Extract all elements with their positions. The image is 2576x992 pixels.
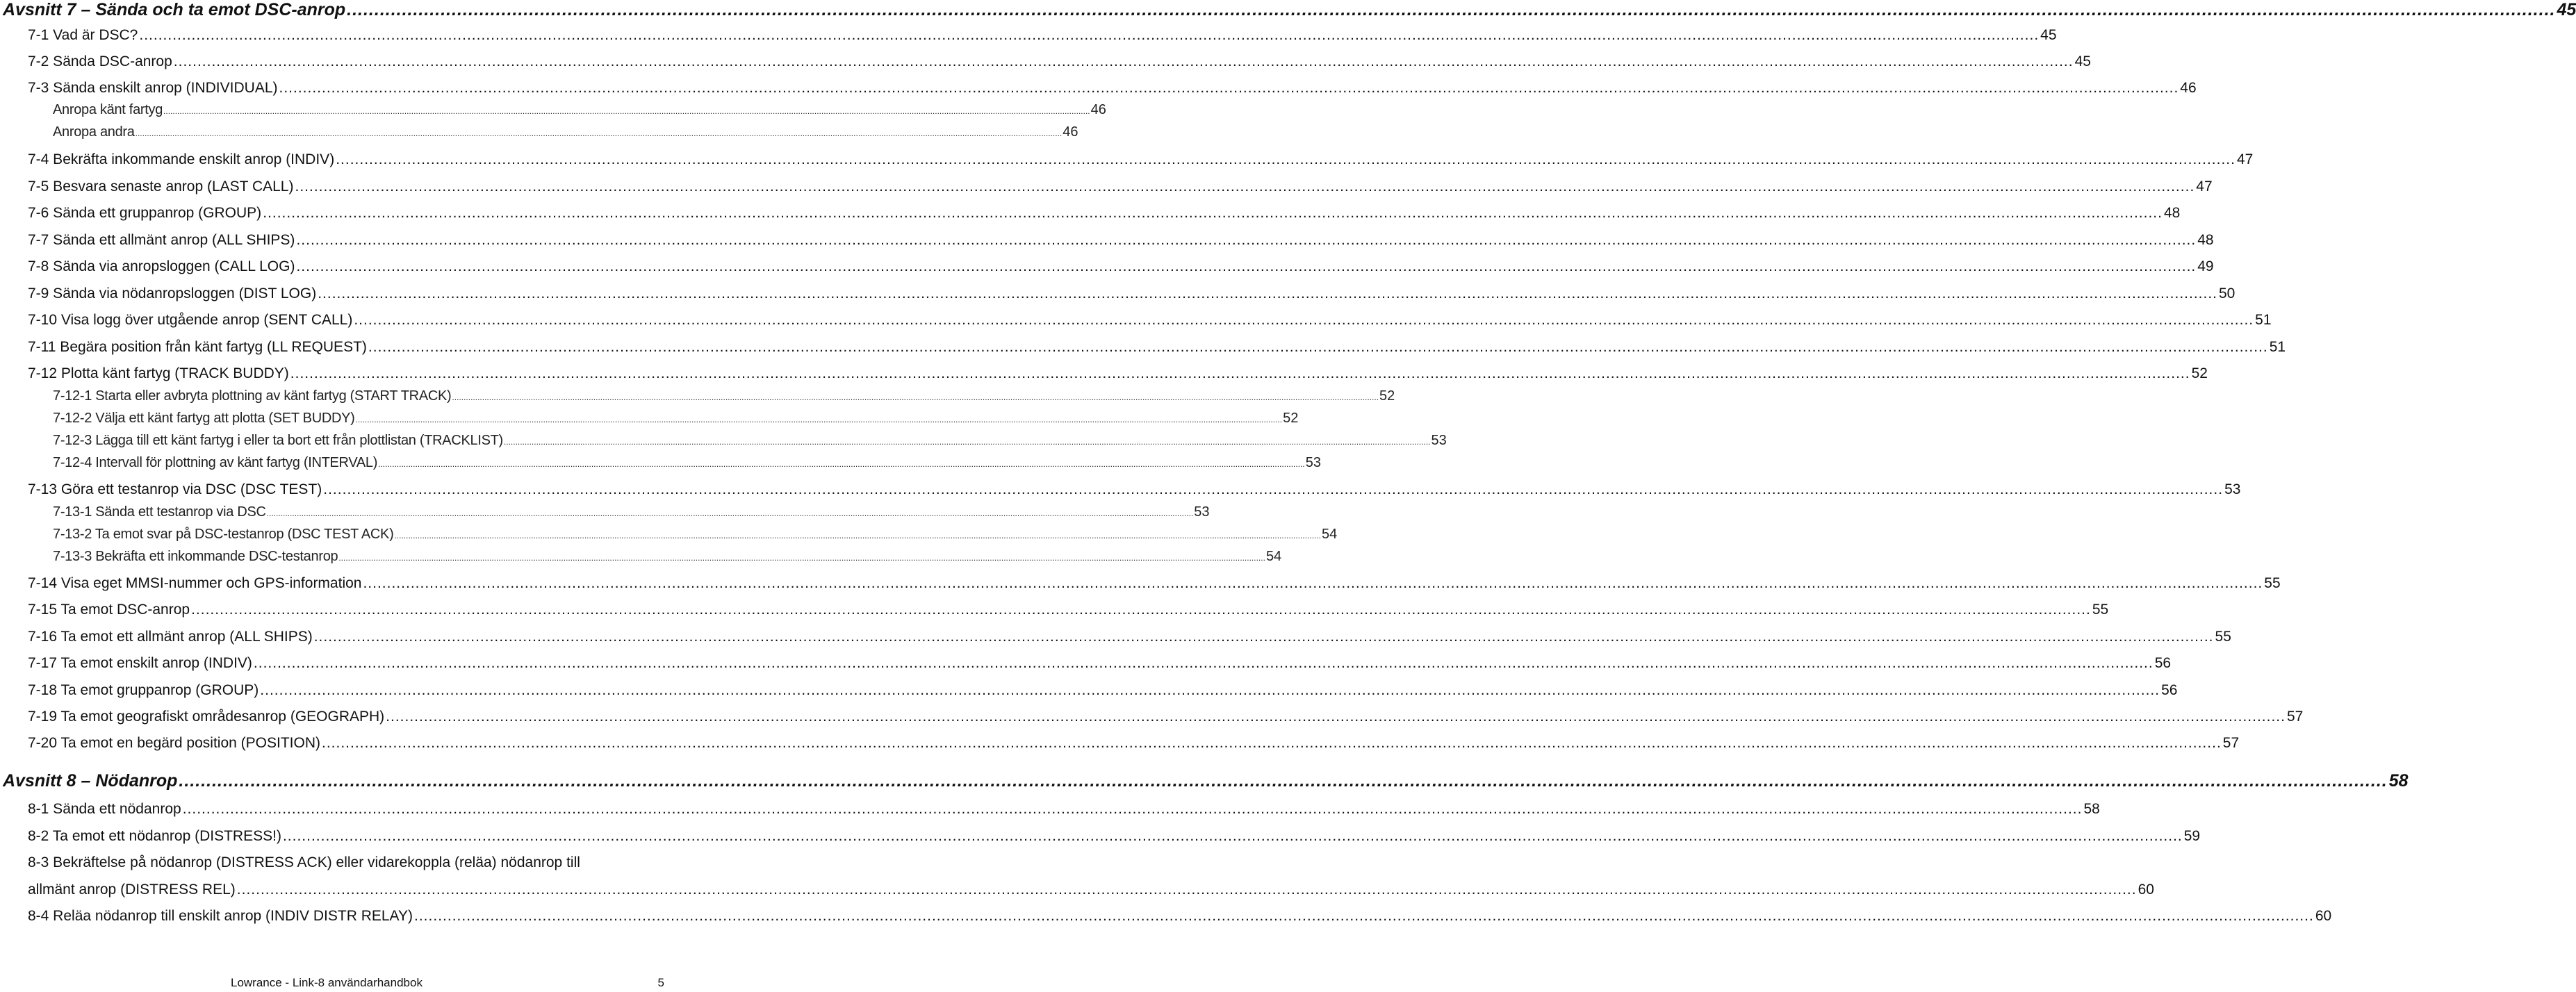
toc-page-number: 46: [1090, 102, 1106, 117]
toc-entry-title: Anropa känt fartyg: [53, 102, 163, 117]
toc-entry-title: 8-3 Bekräftelse på nödanrop (DISTRESS ACK) eller vidarekoppla (reläa) nödanrop till: [28, 854, 580, 870]
toc-page-number: 52: [2191, 365, 2208, 381]
toc-page-number: 58: [2083, 801, 2100, 817]
toc-entry: [28, 709, 2304, 725]
toc-page-number: 53: [1305, 455, 1321, 470]
toc-entry: [28, 53, 2091, 70]
toc-entry: [28, 801, 2100, 818]
toc-entry-title: 7-9 Sända via nödanropsloggen (DIST LOG): [28, 286, 317, 301]
toc-entry: [28, 735, 2240, 752]
toc-entry-title: 7-1 Vad är DSC?: [28, 27, 138, 43]
toc-entry: [28, 286, 2235, 302]
toc-page-number: 50: [2219, 286, 2235, 301]
toc-entry-title: 7-14 Visa eget MMSI-nummer och GPS-information: [28, 575, 362, 591]
toc-entry-title: 8-1 Sända ett nödanrop: [28, 801, 181, 817]
toc-entry: [28, 602, 2109, 618]
toc-entry-title: 7-2 Sända DSC-anrop: [28, 53, 172, 69]
toc-page-number: 47: [2196, 179, 2213, 195]
toc-leader-dots: ................................................................................................................................................................................................................................................................................................................................................................................................................: [313, 629, 2214, 645]
toc-subentry: [53, 433, 1447, 449]
toc-section-heading: [3, 0, 2576, 20]
toc-leader-dots: ................................................................................................................................................................................................................................................................................................................................................................................................................: [173, 53, 2074, 69]
toc-entry-title: 7-13 Göra ett testanrop via DSC (DSC TEST): [28, 481, 322, 497]
toc-section-heading: [3, 771, 2409, 791]
toc-entry-title: 7-10 Visa logg över utgående anrop (SENT CALL): [28, 312, 353, 328]
toc-entry-title: 7-15 Ta emot DSC-anrop: [28, 602, 190, 618]
toc-entry: [28, 828, 2201, 845]
toc-entry: [28, 27, 2057, 44]
footer-manual-title: Lowrance - Link-8 användarhandbok: [231, 976, 423, 989]
toc-leader-dots: ................................................................................................................................................................................................................................................................................................................................................................................................................: [338, 553, 1265, 563]
toc-entry-title: 7-13-3 Bekräfta ett inkommande DSC-testanrop: [53, 549, 338, 564]
toc-leader-dots: ................................................................................................................................................................................................................................................................................................................................................................................................................: [279, 80, 2179, 96]
toc-page-number: 53: [1431, 433, 1447, 448]
toc-entry: [28, 682, 2178, 699]
toc-leader-dots: ................................................................................................................................................................................................................................................................................................................................................................................................................: [414, 908, 2314, 924]
toc-leader-dots: ................................................................................................................................................................................................................................................................................................................................................................................................................: [394, 531, 1322, 540]
toc-leader-dots: ................................................................................................................................................................................................................................................................................................................................................................................................................: [266, 509, 1194, 518]
toc-leader-dots: ................................................................................................................................................................................................................................................................................................................................................................................................................: [296, 258, 2197, 274]
toc-subentry: [53, 411, 1299, 427]
toc-page-number: 52: [1283, 411, 1299, 426]
toc-page-number: 56: [2154, 655, 2172, 671]
toc-page-number: 52: [1379, 388, 1395, 404]
toc-page-number: 55: [2092, 602, 2109, 618]
toc-entry: [28, 655, 2172, 672]
toc-entry-title: 7-8 Sända via anropsloggen (CALL LOG): [28, 258, 295, 274]
toc-page-number: 57: [2222, 735, 2240, 751]
toc-leader-dots: ................................................................................................................................................................................................................................................................................................................................................................................................................: [347, 0, 2556, 19]
toc-entry: [28, 232, 2214, 249]
toc-entry-title: 7-11 Begära position från känt fartyg (LL REQUEST): [28, 339, 367, 355]
toc-page-number: 59: [2183, 828, 2201, 844]
toc-entry: [28, 80, 2197, 97]
toc-entry-title: 7-12-4 Intervall för plottning av känt fartyg (INTERVAL): [53, 455, 378, 470]
toc-entry: [28, 339, 2286, 356]
toc-leader-dots: ................................................................................................................................................................................................................................................................................................................................................................................................................: [295, 179, 2195, 195]
toc-subentry: [53, 124, 1078, 140]
toc-page-number: 56: [2161, 682, 2178, 698]
toc-entry-title: 7-13-2 Ta emot svar på DSC-testanrop (DSC TEST ACK): [53, 527, 394, 542]
toc-page-number: 51: [2269, 339, 2286, 355]
toc-leader-dots: ................................................................................................................................................................................................................................................................................................................................................................................................................: [336, 151, 2235, 167]
toc-entry-title: 7-20 Ta emot en begärd position (POSITION): [28, 735, 320, 751]
toc-entry: [28, 365, 2208, 382]
toc-leader-dots: ................................................................................................................................................................................................................................................................................................................................................................................................................: [321, 735, 2222, 751]
toc-leader-dots: ................................................................................................................................................................................................................................................................................................................................................................................................................: [263, 205, 2163, 221]
toc-subentry: [53, 527, 1338, 543]
toc-page-number: 45: [2557, 0, 2576, 19]
toc-entry: [28, 854, 664, 871]
toc-page-number: 46: [2180, 80, 2197, 96]
toc-page-number: 48: [2197, 232, 2214, 248]
toc-entry-title: 7-12-2 Välja ett känt fartyg att plotta (SET BUDDY): [53, 411, 355, 426]
toc-leader-dots: ................................................................................................................................................................................................................................................................................................................................................................................................................: [378, 459, 1305, 469]
toc-subentry: [53, 388, 1395, 404]
toc-leader-dots: ................................................................................................................................................................................................................................................................................................................................................................................................................: [163, 106, 1090, 116]
toc-leader-dots: ................................................................................................................................................................................................................................................................................................................................................................................................................: [296, 232, 2197, 248]
toc-entry-title: Avsnitt 8 – Nödanrop: [3, 771, 178, 791]
toc-entry-title: 7-13-1 Sända ett testanrop via DSC: [53, 504, 266, 520]
toc-page-number: 55: [2215, 629, 2231, 645]
toc-leader-dots: ................................................................................................................................................................................................................................................................................................................................................................................................................: [363, 575, 2263, 591]
toc-leader-dots: ................................................................................................................................................................................................................................................................................................................................................................................................................: [282, 828, 2183, 844]
toc-entry: [28, 575, 2281, 592]
toc-page-number: 46: [1063, 124, 1078, 140]
toc-page-number: 57: [2286, 709, 2304, 725]
toc-page-number: 47: [2236, 151, 2254, 167]
toc-leader-dots: ................................................................................................................................................................................................................................................................................................................................................................................................................: [452, 392, 1379, 402]
toc-subentry: [53, 455, 1321, 471]
toc-leader-dots: ................................................................................................................................................................................................................................................................................................................................................................................................................: [386, 709, 2286, 725]
toc-entry: [28, 908, 2332, 925]
toc-leader-dots: ................................................................................................................................................................................................................................................................................................................................................................................................................: [355, 415, 1283, 424]
toc-entry-title: 7-12-1 Starta eller avbryta plottning av känt fartyg (START TRACK): [53, 388, 452, 404]
toc-entry: [28, 882, 2154, 898]
toc-entry-title: 7-6 Sända ett gruppanrop (GROUP): [28, 205, 262, 221]
toc-page-number: 49: [2197, 258, 2214, 274]
toc-leader-dots: ................................................................................................................................................................................................................................................................................................................................................................................................................: [253, 655, 2153, 671]
toc-entry-title: 7-16 Ta emot ett allmänt anrop (ALL SHIPS): [28, 629, 313, 645]
toc-leader-dots: ................................................................................................................................................................................................................................................................................................................................................................................................................: [182, 801, 2083, 817]
toc-page-number: 53: [1194, 504, 1210, 520]
toc-entry-title: 7-12-3 Lägga till ett känt fartyg i eller ta bort ett från plottlistan (TRACKLIST): [53, 433, 503, 448]
footer-page-number: 5: [657, 976, 664, 989]
toc-entry-title: allmänt anrop (DISTRESS REL): [28, 882, 236, 898]
toc-page-number: 45: [2074, 53, 2091, 69]
toc-subentry: [53, 504, 1210, 520]
toc-leader-dots: ................................................................................................................................................................................................................................................................................................................................................................................................................: [503, 437, 1431, 447]
toc-entry-title: Anropa andra: [53, 124, 135, 140]
toc-page-number: 60: [2138, 882, 2154, 898]
toc-leader-dots: ................................................................................................................................................................................................................................................................................................................................................................................................................: [139, 27, 2040, 43]
toc-entry-title: 7-18 Ta emot gruppanrop (GROUP): [28, 682, 259, 698]
toc-entry-title: 7-12 Plotta känt fartyg (TRACK BUDDY): [28, 365, 289, 381]
toc-entry-title: 7-4 Bekräfta inkommande enskilt anrop (INDIV): [28, 151, 335, 167]
toc-entry-title: 8-2 Ta emot ett nödanrop (DISTRESS!): [28, 828, 281, 844]
toc-leader-dots: ................................................................................................................................................................................................................................................................................................................................................................................................................: [290, 365, 2190, 381]
toc-leader-dots: ................................................................................................................................................................................................................................................................................................................................................................................................................: [318, 286, 2217, 301]
toc-entry: [28, 179, 2213, 195]
toc-leader-dots: ................................................................................................................................................................................................................................................................................................................................................................................................................: [368, 339, 2268, 355]
toc-entry-title: 8-4 Reläa nödanrop till enskilt anrop (INDIV DISTR RELAY): [28, 908, 413, 924]
toc-page-number: 54: [1322, 527, 1338, 542]
toc-page-number: 53: [2224, 481, 2241, 497]
toc-page-number: 60: [2315, 908, 2332, 924]
toc-leader-dots: ................................................................................................................................................................................................................................................................................................................................................................................................................: [323, 481, 2224, 497]
toc-entry: [28, 312, 2272, 329]
toc-leader-dots: ................................................................................................................................................................................................................................................................................................................................................................................................................: [260, 682, 2160, 698]
toc-page-number: 45: [2040, 27, 2057, 43]
toc-leader-dots: ................................................................................................................................................................................................................................................................................................................................................................................................................: [236, 882, 2137, 898]
toc-entry-title: Avsnitt 7 – Sända och ta emot DSC-anrop: [3, 0, 346, 19]
toc-leader-dots: ................................................................................................................................................................................................................................................................................................................................................................................................................: [135, 129, 1063, 138]
toc-page-number: 51: [2255, 312, 2272, 328]
toc-page-number: 54: [1265, 549, 1282, 564]
toc-entry: [28, 629, 2231, 645]
toc-leader-dots: ................................................................................................................................................................................................................................................................................................................................................................................................................: [191, 602, 2091, 618]
toc-subentry: [53, 549, 1282, 565]
toc-leader-dots: ................................................................................................................................................................................................................................................................................................................................................................................................................: [179, 771, 2388, 791]
toc-entry: [28, 481, 2241, 498]
toc-entry-title: 7-7 Sända ett allmänt anrop (ALL SHIPS): [28, 232, 295, 248]
toc-entry-title: 7-17 Ta emot enskilt anrop (INDIV): [28, 655, 252, 671]
toc-page-number: 48: [2163, 205, 2181, 221]
toc-entry-title: 7-5 Besvara senaste anrop (LAST CALL): [28, 179, 294, 195]
toc-entry: [28, 258, 2214, 275]
toc-entry-title: 7-3 Sända enskilt anrop (INDIVIDUAL): [28, 80, 278, 96]
toc-entry: [28, 151, 2254, 168]
toc-subentry: [53, 102, 1106, 118]
page-footer: [0, 976, 667, 991]
toc-leader-dots: ................................................................................................................................................................................................................................................................................................................................................................................................................: [354, 312, 2254, 328]
toc-entry: [28, 205, 2181, 222]
toc-page-number: 58: [2388, 771, 2409, 791]
toc-page-number: 55: [2264, 575, 2281, 591]
toc-entry-title: 7-19 Ta emot geografiskt områdesanrop (GEOGRAPH): [28, 709, 385, 725]
